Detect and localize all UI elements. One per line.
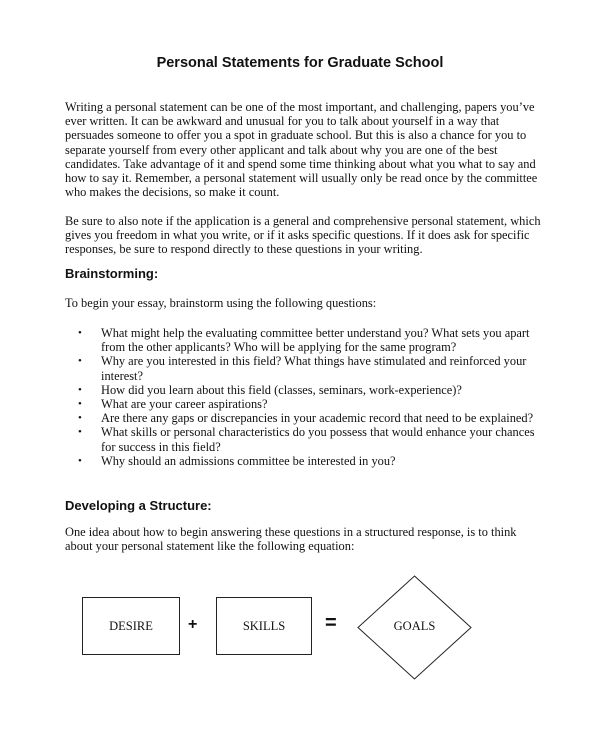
list-item bbox=[78, 453, 546, 468]
question-text: Why should an admissions committee be interested in you? bbox=[101, 453, 396, 468]
question-text: What might help the evaluating committee better understand you? What sets you apart from the other applicants? Who will be applying for the same program? bbox=[101, 326, 530, 355]
question-text: What skills or personal characteristics do you possess that would enhance your chances for success in this field? bbox=[101, 425, 535, 454]
structure-heading: Developing a Structure: bbox=[65, 498, 212, 513]
equals-sign: = bbox=[325, 612, 337, 634]
bullet-icon: • bbox=[78, 383, 82, 396]
list-item bbox=[78, 326, 546, 355]
question-text: What are your career aspirations? bbox=[101, 397, 268, 412]
bullet-icon: • bbox=[78, 426, 82, 439]
list-item bbox=[78, 411, 546, 426]
goals-label: GOALS bbox=[393, 619, 436, 633]
desire-box bbox=[82, 597, 180, 655]
question-text: Are there any gaps or discrepancies in your academic record that need to be explained? bbox=[101, 411, 534, 426]
application-note-paragraph: Be sure to also note if the application is a general and comprehensive personal statement, which gives you freedom in what you write, or if it asks specific questions. If it does ask for specific responses, be sure to respond directly to these questions in your writing. bbox=[65, 214, 541, 257]
skills-label: SKILLS bbox=[242, 618, 286, 633]
brainstorming-intro: To begin your essay, brainstorm using the following questions: bbox=[65, 296, 377, 310]
structure-paragraph: One idea about how to begin answering these questions in a structured response, is to think about your personal statement like the following equation: bbox=[65, 525, 517, 554]
bullet-icon: • bbox=[78, 327, 82, 339]
question-text: How did you learn about this field (classes, seminars, work-experience)? bbox=[101, 382, 462, 397]
desire-label: DESIRE bbox=[109, 618, 153, 633]
question-text: Why are you interested in this field? What things have stimulated and reinforced your interest? bbox=[101, 354, 527, 383]
list-item bbox=[78, 382, 546, 397]
plus-sign: + bbox=[188, 616, 198, 633]
bullet-icon: • bbox=[78, 355, 82, 368]
bullet-icon: • bbox=[78, 412, 82, 425]
brainstorming-heading: Brainstorming: bbox=[65, 266, 159, 281]
list-item bbox=[78, 425, 546, 454]
list-item bbox=[78, 354, 546, 383]
skills-box bbox=[216, 597, 312, 655]
intro-paragraph: Writing a personal statement can be one of the most important, and challenging, papers you’ve ever written. It can be awkward and unusual for you to talk about yourself in a way that persuades someone to offer you a spot in graduate school. But this is also a chance for you to separate yourself from every other applicant and talk about why you are one of the best candidates. Take advantage of it and spend some time thinking about what you what to say and how to say it. Remember, a personal statement will usually only be read once by the committee who makes the decisions, so make it count. bbox=[65, 100, 538, 200]
bullet-icon: • bbox=[78, 454, 82, 467]
page-title: Personal Statements for Graduate School bbox=[156, 55, 444, 71]
brainstorming-question-list bbox=[78, 326, 546, 468]
list-item bbox=[78, 397, 546, 412]
bullet-icon: • bbox=[78, 398, 82, 411]
